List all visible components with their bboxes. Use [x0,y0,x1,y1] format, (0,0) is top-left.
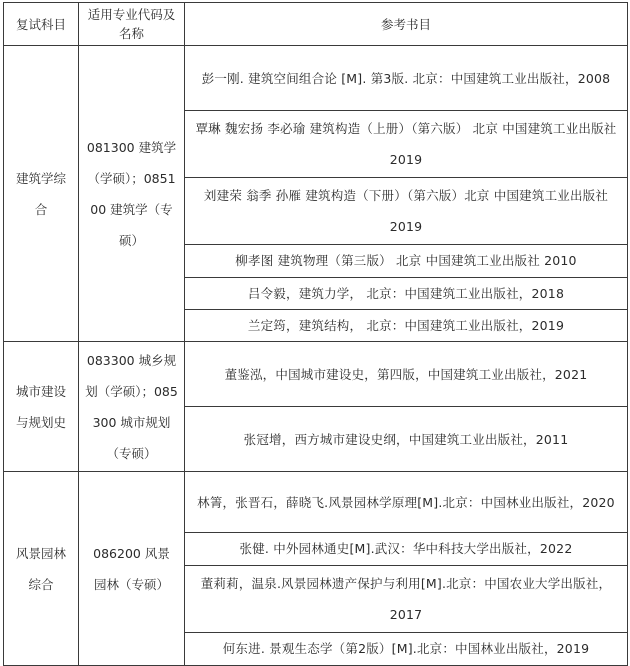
header-reference-books: 参考书目 [185,3,628,46]
reference-cell: 刘建荣 翁季 孙雁 建筑构造（下册）（第六版）北京 中国建筑工业出版社 2019 [185,178,628,245]
table-row [4,342,628,407]
header-major-code: 适用专业代码及名称 [79,3,185,46]
reference-book-table [3,2,628,666]
table-row [4,46,628,111]
major-code-cell: 083300 城乡规划（学硕）；085300 城市规划（专硕） [79,342,185,472]
reference-cell: 张健. 中外园林通史[M].武汉：华中科技大学出版社，2022 [185,533,628,566]
reference-cell: 覃琳 魏宏扬 李必瑜 建筑构造（上册）（第六版） 北京 中国建筑工业出版社 2019 [185,111,628,178]
reference-cell: 彭一刚. 建筑空间组合论 [M]. 第3版. 北京：中国建筑工业出版社，2008 [185,46,628,111]
subject-cell: 风景园林综合 [4,472,79,666]
reference-cell: 何东进. 景观生态学（第2版）[M].北京：中国林业出版社，2019 [185,633,628,666]
reference-cell: 董鉴泓，中国城市建设史，第四版，中国建筑工业出版社，2021 [185,342,628,407]
header-subject: 复试科目 [4,3,79,46]
reference-cell: 兰定筠，建筑结构， 北京：中国建筑工业出版社，2019 [185,310,628,342]
subject-cell: 建筑学综合 [4,46,79,342]
major-code-cell: 086200 风景园林（专硕） [79,472,185,666]
table-row [4,472,628,533]
reference-cell: 董莉莉，温泉.风景园林遗产保护与利用[M].北京：中国农业大学出版社，2017 [185,566,628,633]
major-code-cell: 081300 建筑学（学硕）；085100 建筑学（专硕） [79,46,185,342]
table-header-row [4,3,628,46]
reference-cell: 林箐，张晋石，薛晓飞.风景园林学原理[M].北京：中国林业出版社，2020 [185,472,628,533]
reference-cell: 柳孝图 建筑物理（第三版） 北京 中国建筑工业出版社 2010 [185,245,628,278]
reference-cell: 吕令毅，建筑力学， 北京：中国建筑工业出版社，2018 [185,278,628,310]
subject-cell: 城市建设与规划史 [4,342,79,472]
reference-cell: 张冠增，西方城市建设史纲，中国建筑工业出版社，2011 [185,407,628,472]
